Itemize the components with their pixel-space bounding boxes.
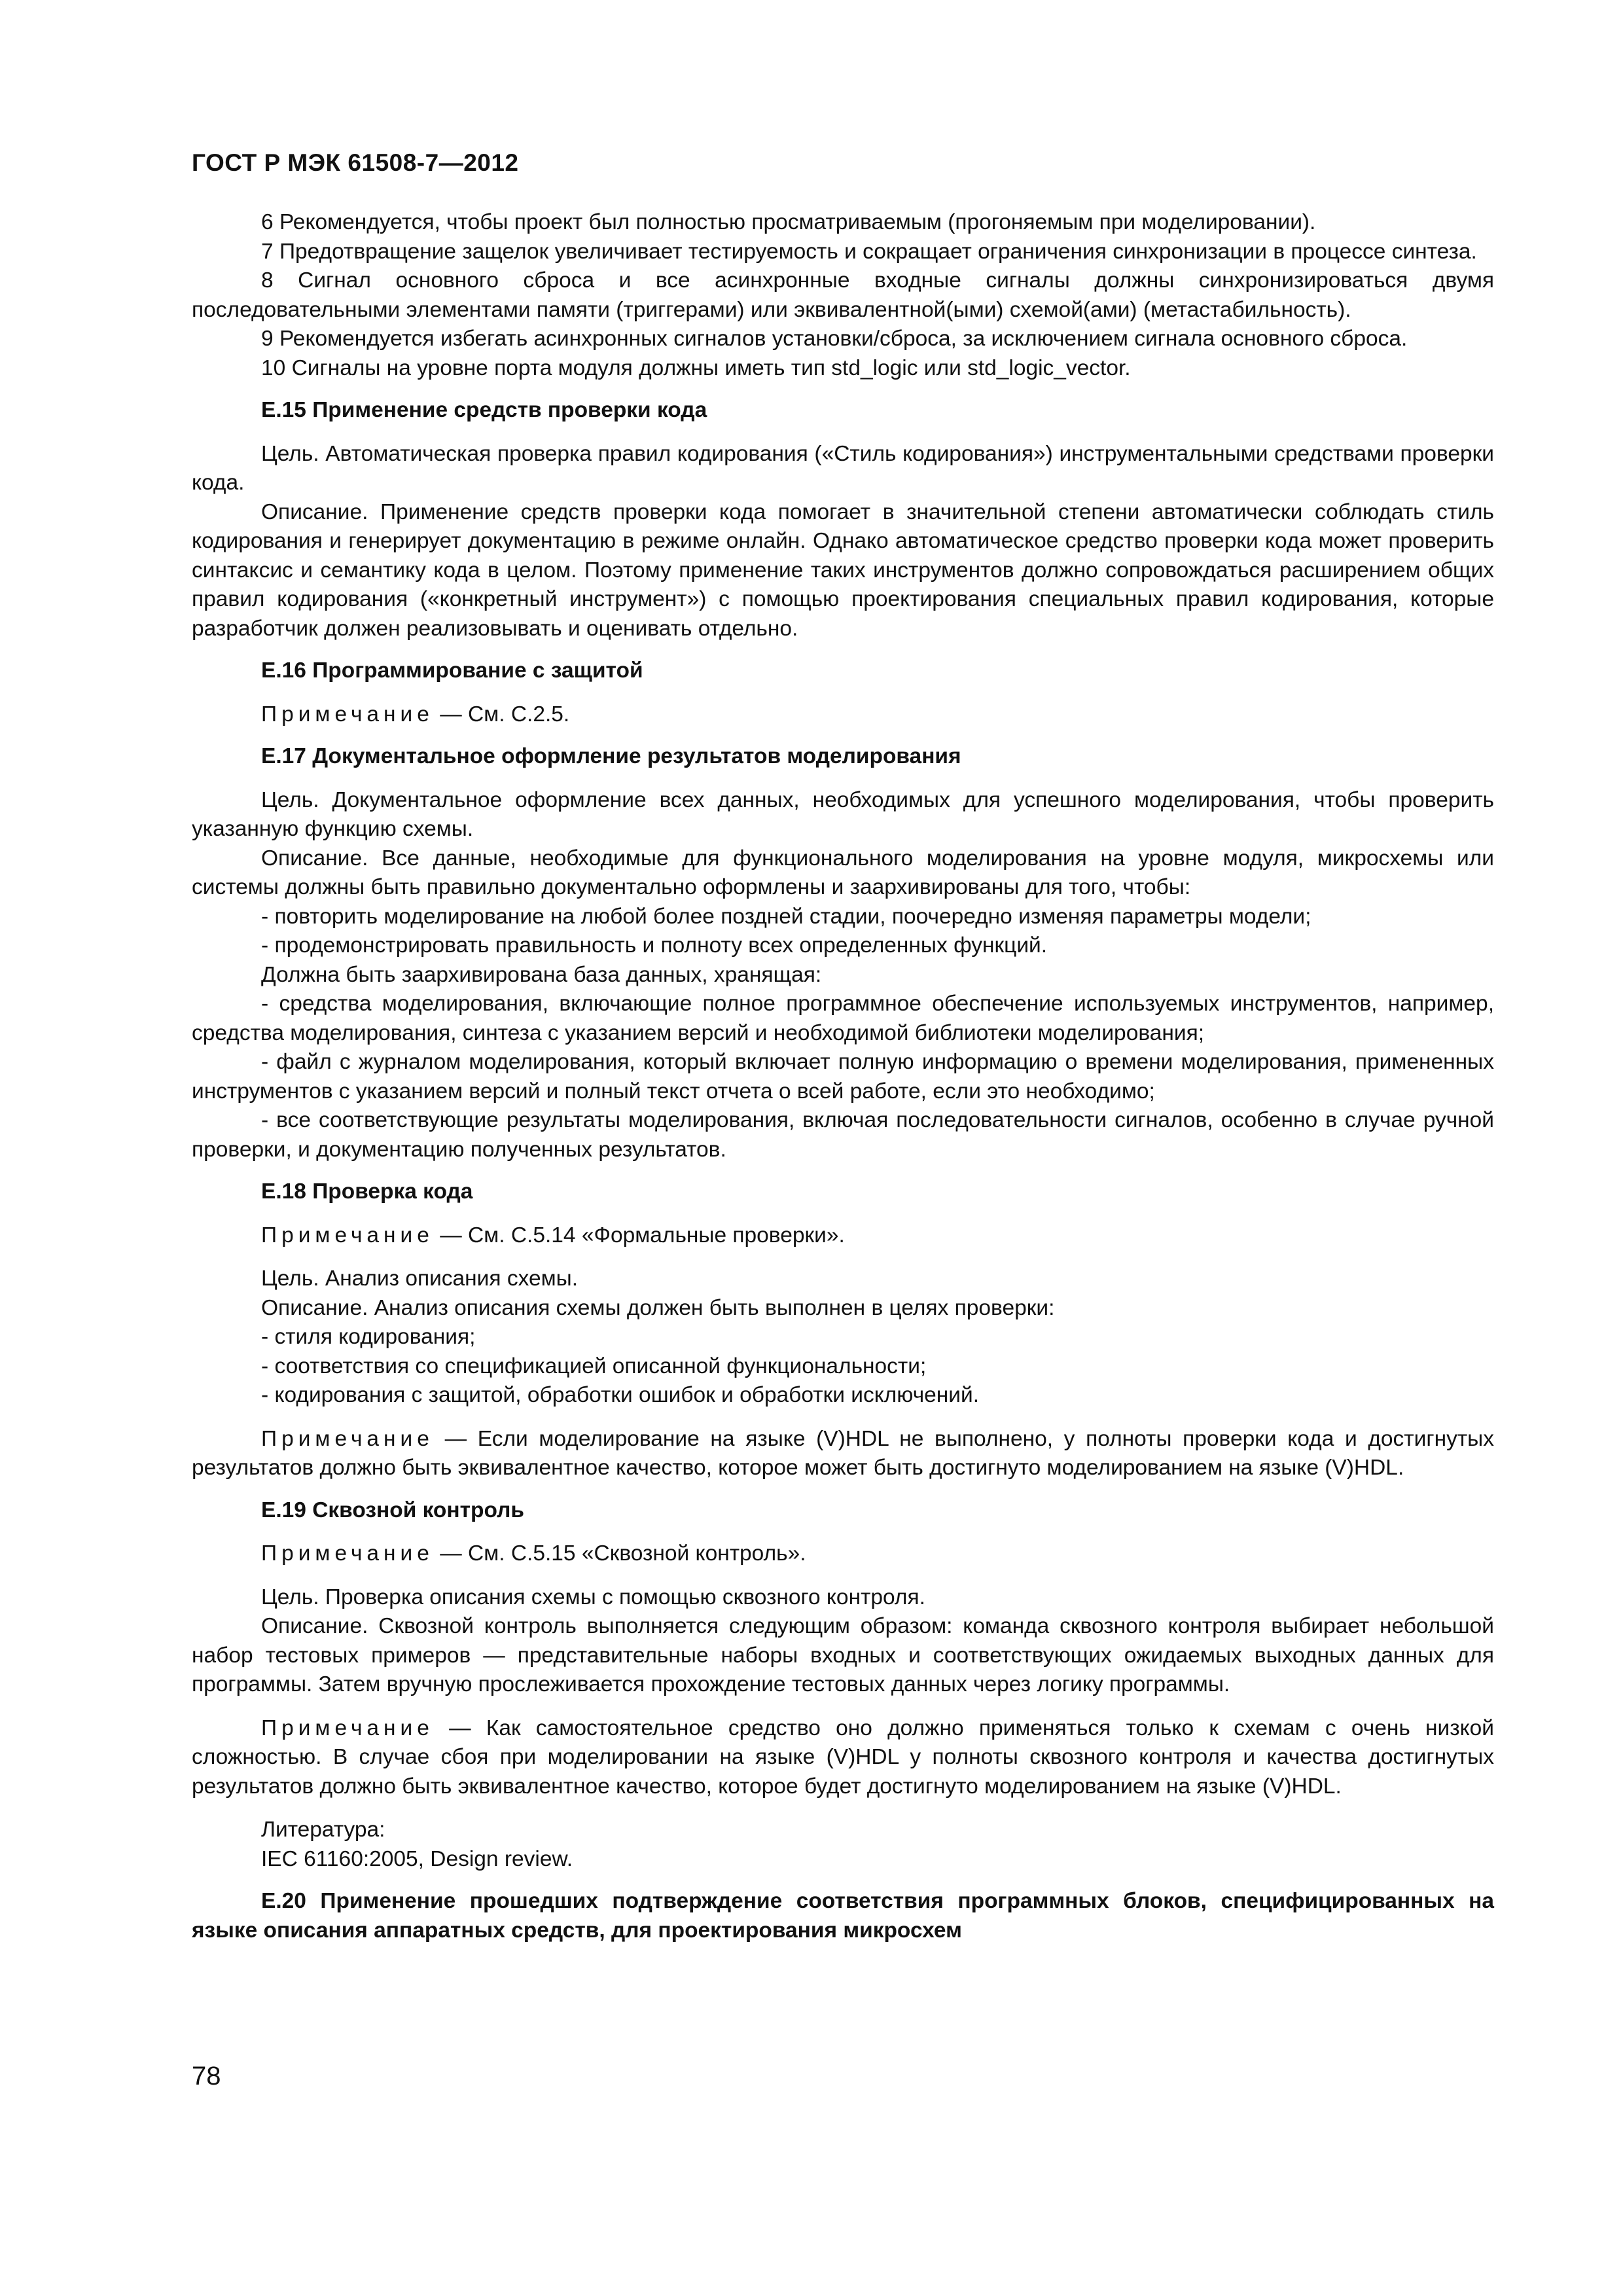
body-paragraph: Описание. Сквозной контроль выполняется следующим образом: команда сквозного контроля выбирает небольшой набор тестовых примеров — представительные наборы входных и соответствующих ожидаемых выходных данных для программы. Затем вручную прослеживается прохождение тестовых данных через логику программы.: [192, 1614, 1494, 1696]
note-paragraph: [192, 1221, 1494, 1251]
body-paragraph: Цель. Анализ описания схемы.: [261, 1266, 579, 1291]
section-heading: E.18 Проверка кода: [261, 1179, 473, 1204]
body-paragraph: Описание. Все данные, необходимые для функционального моделирования на уровне модуля, микросхемы или системы должны быть правильно документально оформлены и заархивированы для того, чтобы:: [192, 846, 1494, 899]
body-paragraph: - файл с журналом моделирования, который включает полную информацию о времени моделирования, примененных инструментов с указанием версий и полный текст отчета о всей работе, если это необходимо;: [192, 1050, 1494, 1103]
body-paragraph: Должна быть заархивирована база данных, хранящая:: [261, 962, 822, 987]
body-paragraph: - продемонстрировать правильность и полноту всех определенных функций.: [261, 933, 1048, 958]
body-paragraph: - все соответствующие результаты моделирования, включая последовательности сигналов, особенно в случае ручной проверки, и документацию полученных результатов.: [192, 1108, 1494, 1162]
body-paragraph: 8 Сигнал основного сброса и все асинхронные входные сигналы должны синхронизироваться двумя последовательными элементами памяти (триггерами) или эквивалентной(ыми) схемой(ами) (метастабильность).: [192, 268, 1494, 322]
section-heading: E.16 Программирование с защитой: [261, 658, 643, 683]
note-paragraph: [192, 1539, 1494, 1569]
body-paragraph: 7 Предотвращение защелок увеличивает тестируемость и сокращает ограничения синхронизации в процессе синтеза.: [261, 239, 1477, 264]
body-paragraph: 9 Рекомендуется избегать асинхронных сигналов установки/сброса, за исключением сигнала основного сброса.: [261, 327, 1408, 351]
body-paragraph: - соответствия со спецификацией описанной функциональности;: [261, 1354, 927, 1378]
note-paragraph: [192, 1714, 1494, 1802]
body-paragraph: Описание. Анализ описания схемы должен быть выполнен в целях проверки:: [261, 1295, 1055, 1320]
note-label: Примечание: [261, 1426, 434, 1451]
document-body: [192, 208, 1494, 1960]
body-paragraph: Цель. Проверка описания схемы с помощью сквозного контроля.: [261, 1585, 925, 1609]
body-paragraph: Цель. Автоматическая проверка правил кодирования («Стиль кодирования») инструментальными средствами проверки кода.: [192, 441, 1494, 495]
note-label: Примечание: [261, 1541, 434, 1566]
body-paragraph: - повторить моделирование на любой более поздней стадии, поочередно изменяя параметры модели;: [261, 904, 1311, 929]
body-paragraph: Описание. Применение средств проверки кода помогает в значительной степени автоматически соблюдать стиль кодирования и генерирует документацию в режиме онлайн. Однако автоматическое средство проверки кода может проверить синтаксис и семантику кода в целом. Поэтому применение таких инструментов должно сопровождаться расширением общих правил кодирования («конкретный инструмент») с помощью проектирования специальных правил кодирования, которые разработчик должен реализовывать и оценивать отдельно.: [192, 499, 1494, 641]
note-paragraph: [192, 700, 1494, 730]
note-text: — Как самостоятельное средство оно должно применяться только к схемам с очень низкой сложностью. В случае сбоя при моделировании на языке (V)HDL у полноты сквозного контроля и качества достигнутых результатов должно быть эквивалентное качество, которое будет достигнуто моделированием на языке (V)HDL.: [192, 1715, 1494, 1799]
body-paragraph: - кодирования с защитой, обработки ошибок и обработки исключений.: [261, 1383, 980, 1407]
document-header: ГОСТ Р МЭК 61508-7—2012: [192, 149, 519, 176]
section-heading: E.19 Сквозной контроль: [261, 1498, 524, 1522]
note-text: — См. С.5.14 «Формальные проверки».: [433, 1223, 845, 1247]
section-heading: E.15 Применение средств проверки кода: [261, 398, 707, 422]
note-text: — Если моделирование на языке (V)HDL не выполнено, у полноты проверки кода и достигнутых результатов должно быть эквивалентное качество, которое может быть достигнуто моделированием на языке (V)HDL.: [192, 1426, 1494, 1480]
note-text: — См. С.5.15 «Сквозной контроль».: [433, 1541, 806, 1566]
body-paragraph: IEC 61160:2005, Design review.: [261, 1846, 573, 1871]
section-heading: E.17 Документальное оформление результатов моделирования: [261, 744, 961, 768]
note-label: Примечание: [261, 1223, 434, 1247]
body-paragraph: - стиля кодирования;: [261, 1325, 476, 1349]
page-number: 78: [192, 2062, 221, 2090]
body-paragraph: - средства моделирования, включающие полное программное обеспечение используемых инструментов, например, средства моделирования, синтеза с указанием версий и необходимой библиотеки моделирования;: [192, 992, 1494, 1045]
note-text: — См. С.2.5.: [433, 702, 570, 726]
body-paragraph: 6 Рекомендуется, чтобы проект был полностью просматриваемым (прогоняемым при моделировании).: [261, 210, 1316, 234]
note-label: Примечание: [261, 1715, 434, 1740]
body-paragraph: 10 Сигналы на уровне порта модуля должны иметь тип std_logic или std_logic_vector.: [261, 355, 1131, 380]
body-paragraph: Цель. Документальное оформление всех данных, необходимых для успешного моделирования, чтобы проверить указанную функцию схемы.: [192, 787, 1494, 841]
body-paragraph: Литература:: [261, 1818, 385, 1842]
note-paragraph: [192, 1425, 1494, 1483]
section-heading: E.20 Применение прошедших подтверждение соответствия программных блоков, специфицированных на языке описания аппаратных средств, для проектирования микросхем: [192, 1889, 1494, 1943]
note-label: Примечание: [261, 702, 434, 726]
